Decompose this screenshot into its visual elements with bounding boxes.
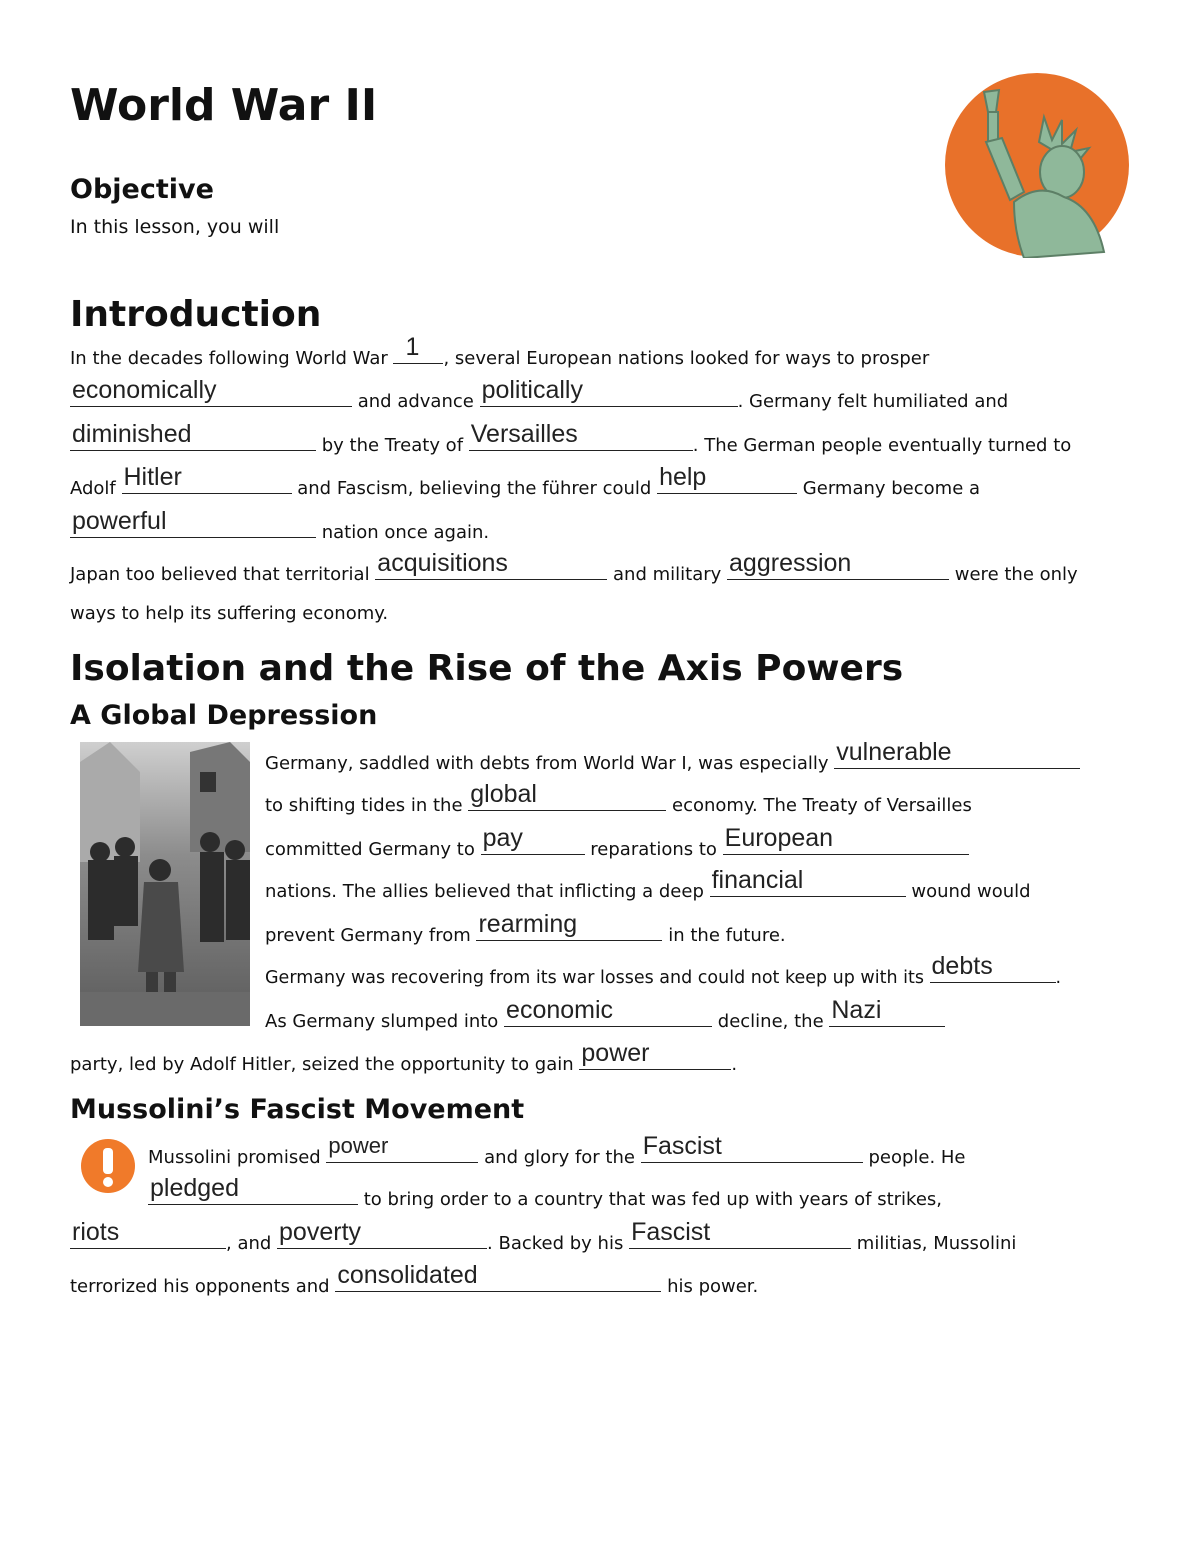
objective-text: In this lesson, you will — [70, 216, 280, 238]
blank-field[interactable]: European — [723, 834, 969, 855]
mussolini-line-1: Mussolini promised power and glory for the Fascist people. He — [148, 1132, 966, 1168]
blank-field[interactable]: economically — [70, 386, 352, 407]
blank-field[interactable]: power — [579, 1049, 731, 1070]
blank-field[interactable]: global — [468, 790, 666, 811]
blank-field[interactable]: financial — [710, 876, 906, 897]
intro-line-4: Adolf Hitler and Fascism, believing the führer could help Germany become a — [70, 463, 981, 499]
blank-field[interactable]: riots — [70, 1228, 226, 1249]
blank-field[interactable]: politically — [480, 386, 738, 407]
objective-heading: Objective — [70, 174, 214, 205]
statue-of-liberty-icon — [944, 72, 1130, 258]
blank-field[interactable]: diminished — [70, 430, 316, 451]
blank-field[interactable]: Fascist — [641, 1142, 863, 1163]
depression-line-7: As Germany slumped into economic decline, the Nazi — [265, 1006, 945, 1034]
mussolini-line-4: terrorized his opponents and consolidated his power. — [70, 1261, 759, 1297]
blank-field[interactable]: aggression — [727, 559, 949, 580]
mussolini-line-3: riots , and poverty . Backed by his Fascist militias, Mussolini — [72, 1218, 1017, 1254]
blank-field[interactable]: Hitler — [122, 473, 292, 494]
depression-line-2: to shifting tides in the global economy. The Treaty of Versailles — [265, 780, 972, 816]
intro-line-6: Japan too believed that territorial acquisitions and military aggression were the only — [70, 549, 1078, 585]
blank-field[interactable]: power — [326, 1142, 478, 1163]
depression-line-6: Germany was recovering from its war losses and could not keep up with its debts . — [265, 952, 1062, 988]
blank-field[interactable]: poverty — [277, 1228, 487, 1249]
blank-field[interactable]: Nazi — [829, 1006, 945, 1027]
mussolini-line-2: pledged to bring order to a country that was fed up with years of strikes, — [150, 1174, 943, 1210]
depression-line-8: party, led by Adolf Hitler, seized the opportunity to gain power . — [70, 1039, 738, 1075]
blank-field[interactable]: consolidated — [335, 1271, 661, 1292]
introduction-heading: Introduction — [70, 294, 322, 335]
exclamation-icon — [80, 1138, 136, 1194]
blank-field[interactable]: economic — [504, 1006, 712, 1027]
depression-line-4: nations. The allies believed that inflicting a deep financial wound would — [265, 866, 1031, 902]
blank-field[interactable]: Fascist — [629, 1228, 851, 1249]
mussolini-heading: Mussolini’s Fascist Movement — [70, 1094, 525, 1125]
blank-field[interactable]: acquisitions — [375, 559, 607, 580]
intro-line-3: diminished by the Treaty of Versailles . The German people eventually turned to — [72, 420, 1072, 456]
historical-photo — [80, 742, 250, 1026]
blank-field[interactable]: rearming — [476, 920, 662, 941]
depression-line-1: Germany, saddled with debts from World War I, was especially vulnerable — [265, 748, 1080, 776]
blank-field[interactable]: pay — [481, 834, 585, 855]
intro-line-7: ways to help its suffering economy. — [70, 603, 389, 624]
blank-field[interactable]: help — [657, 473, 797, 494]
blank-field[interactable]: debts — [930, 962, 1056, 983]
blank-field[interactable]: 1 — [393, 343, 443, 364]
blank-field[interactable]: pledged — [148, 1184, 358, 1205]
depression-heading: A Global Depression — [70, 700, 378, 731]
blank-field[interactable]: Versailles — [469, 430, 693, 451]
blank-field[interactable]: vulnerable — [834, 748, 1080, 769]
page-title: World War II — [70, 80, 378, 131]
intro-line-5: powerful nation once again. — [72, 507, 490, 543]
isolation-heading: Isolation and the Rise of the Axis Powers — [70, 648, 904, 689]
intro-line-2: economically and advance politically . Germany felt humiliated and — [72, 376, 1009, 412]
blank-field[interactable]: powerful — [70, 517, 316, 538]
depression-line-5: prevent Germany from rearming in the future. — [265, 910, 786, 946]
depression-line-3: committed Germany to pay reparations to European — [265, 834, 969, 862]
intro-line-1: In the decades following World War 1 , several European nations looked for ways to prosper — [70, 333, 930, 369]
